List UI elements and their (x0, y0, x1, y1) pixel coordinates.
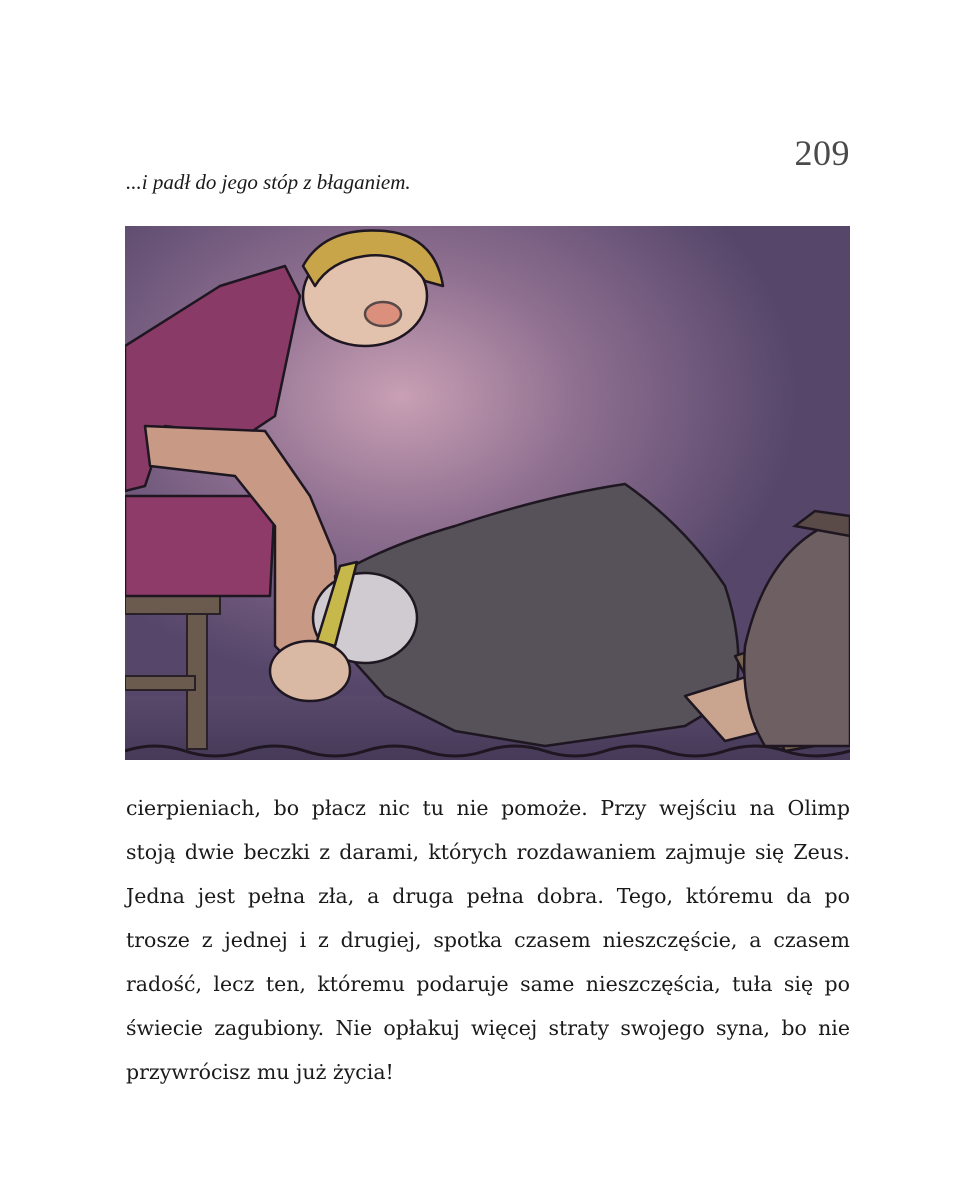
text-line: świecie zagubiony. Nie opłakuj więcej straty swojego syna, bo nie (126, 1016, 850, 1040)
text-line: stoją dwie beczki z darami, których rozdawaniem zajmuje się Zeus. (126, 840, 850, 864)
text-line: przywrócisz mu już życia! (126, 1060, 394, 1084)
text-line: trosze z jednej i z drugiej, spotka czasem nieszczęście, a czasem (126, 928, 850, 952)
illustration (125, 226, 850, 760)
body-text (126, 786, 850, 1094)
text-line: radość, lecz ten, któremu podaruje same nieszczęścia, tuła się po (126, 972, 850, 996)
text-line: Jedna jest pełna zła, a druga pełna dobra. Tego, któremu da po (126, 884, 850, 908)
illustration-caption: ...i padł do jego stóp z błaganiem. (126, 170, 411, 194)
text-line: cierpieniach, bo płacz nic tu nie pomoże. Przy wejściu na Olimp (126, 796, 850, 820)
page-number: 209 (794, 133, 850, 173)
illustration-artwork (125, 226, 850, 760)
